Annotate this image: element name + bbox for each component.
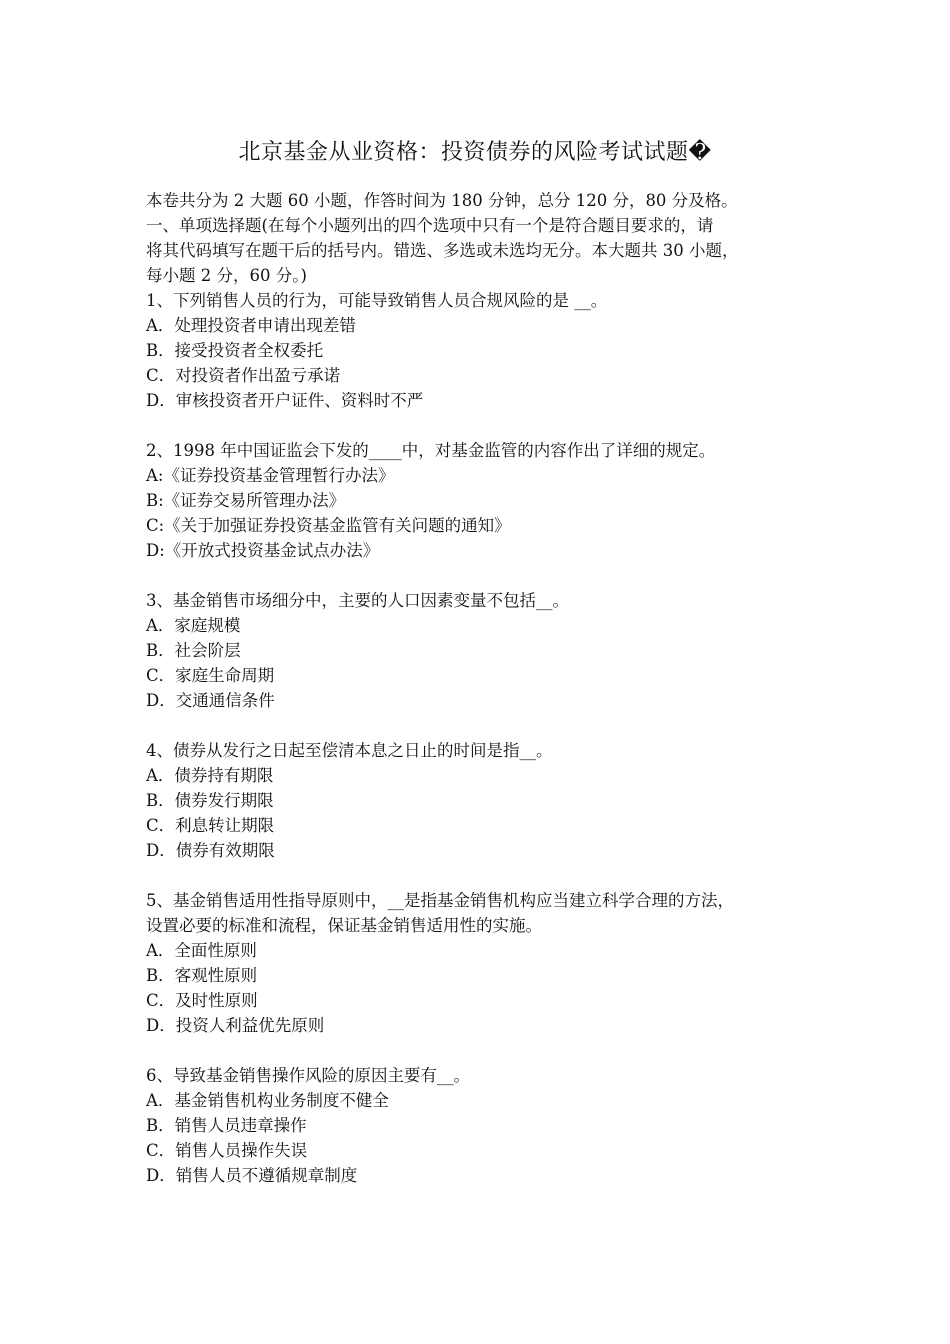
section-line: 将其代码填写在题干后的括号内。错选、多选或未选均无分。本大题共 30 小题， [146, 241, 739, 260]
option-b: B:《证券交易所管理办法》 [146, 491, 346, 510]
question-stem: 5、基金销售适用性指导原则中，__是指基金销售机构应当建立科学合理的方法， [146, 891, 734, 910]
option-a: A．全面性原则 [146, 941, 257, 960]
option-d: D:《开放式投资基金试点办法》 [146, 541, 380, 560]
option-b: B．客观性原则 [146, 966, 258, 985]
question-stem: 2、1998 年中国证监会下发的____中，对基金监管的内容作出了详细的规定。 [146, 441, 716, 460]
option-d: D．债券有效期限 [146, 841, 275, 860]
question-1 [146, 288, 810, 413]
option-c: C．销售人员操作失误 [146, 1141, 308, 1160]
option-c: C:《关于加强证券投资基金监管有关问题的通知》 [146, 516, 511, 535]
exam-intro: 本卷共分为 2 大题 60 小题，作答时间为 180 分钟，总分 120 分，80 分及格。 [146, 191, 738, 210]
questions-list [146, 288, 810, 1188]
question-6 [146, 1063, 810, 1188]
question-stem: 6、导致基金销售操作风险的原因主要有__。 [146, 1066, 470, 1085]
section-line: 一、单项选择题(在每个小题列出的四个选项中只有一个是符合题目要求的，请 [146, 216, 714, 235]
option-d: D．投资人利益优先原则 [146, 1016, 325, 1035]
option-c: C．对投资者作出盈亏承诺 [146, 366, 341, 385]
question-stem: 4、债券从发行之日起至偿清本息之日止的时间是指__。 [146, 741, 553, 760]
option-d: D．审核投资者开户证件、资料时不严 [146, 391, 424, 410]
page-title: 北京基金从业资格：投资债券的风险考试试题� [238, 140, 712, 165]
option-a: A:《证券投资基金管理暂行办法》 [146, 466, 395, 485]
option-d: D．交通通信条件 [146, 691, 275, 710]
option-b: B．债券发行期限 [146, 791, 274, 810]
question-3 [146, 588, 810, 713]
option-a: A．基金销售机构业务制度不健全 [146, 1091, 389, 1110]
section-instructions [146, 213, 810, 288]
option-c: C．及时性原则 [146, 991, 258, 1010]
option-a: A．债券持有期限 [146, 766, 274, 785]
option-b: B．社会阶层 [146, 641, 241, 660]
option-c: C．家庭生命周期 [146, 666, 275, 685]
document-body [146, 188, 810, 1188]
option-b: B．销售人员违章操作 [146, 1116, 307, 1135]
question-2 [146, 438, 810, 563]
option-b: B．接受投资者全权委托 [146, 341, 324, 360]
option-a: A．处理投资者申请出现差错 [146, 316, 356, 335]
question-stem: 3、基金销售市场细分中，主要的人口因素变量不包括__。 [146, 591, 569, 610]
section-line: 每小题 2 分，60 分。) [146, 266, 307, 285]
option-d: D．销售人员不遵循规章制度 [146, 1166, 358, 1185]
question-5 [146, 888, 810, 1038]
question-stem: 1、下列销售人员的行为，可能导致销售人员合规风险的是 __。 [146, 291, 608, 310]
option-a: A．家庭规模 [146, 616, 241, 635]
question-stem-continued: 设置必要的标准和流程，保证基金销售适用性的实施。 [146, 916, 542, 935]
question-4 [146, 738, 810, 863]
option-c: C．利息转让期限 [146, 816, 275, 835]
